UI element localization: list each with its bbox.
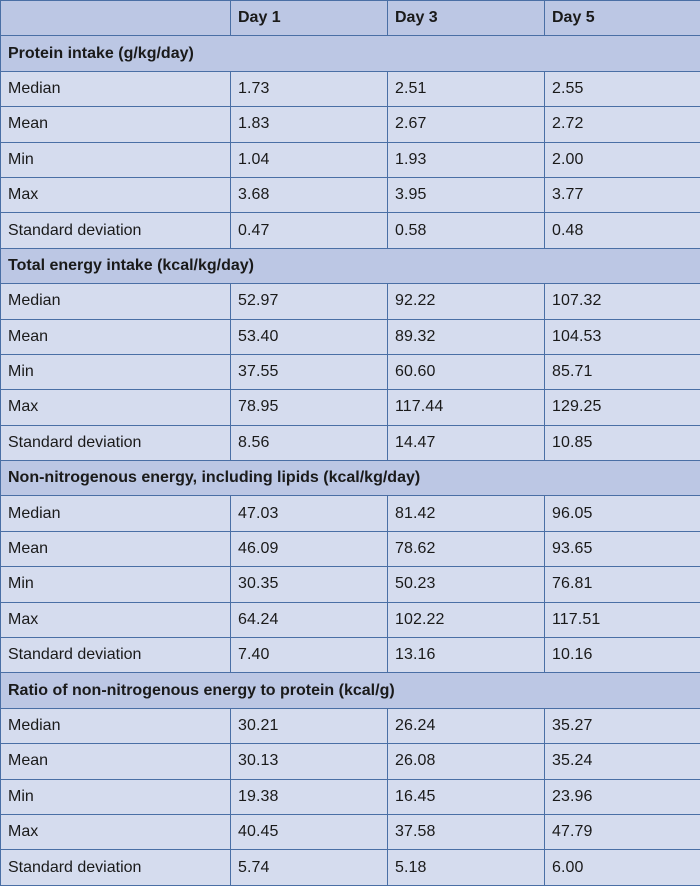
row-label: Mean [1, 107, 231, 142]
value-cell: 7.40 [231, 638, 388, 673]
value-cell: 64.24 [231, 602, 388, 637]
value-cell: 16.45 [388, 779, 545, 814]
row-label: Min [1, 142, 231, 177]
value-cell: 2.55 [545, 71, 700, 106]
table-row [1, 390, 700, 425]
table-row [1, 531, 700, 566]
row-label: Standard deviation [1, 213, 231, 248]
header-cell-label [1, 1, 231, 36]
value-cell: 89.32 [388, 319, 545, 354]
table-row [1, 850, 700, 885]
header-cell-day-5: Day 5 [545, 1, 700, 36]
value-cell: 78.62 [388, 531, 545, 566]
value-cell: 117.44 [388, 390, 545, 425]
value-cell: 23.96 [545, 779, 700, 814]
value-cell: 1.73 [231, 71, 388, 106]
value-cell: 10.16 [545, 638, 700, 673]
row-label: Median [1, 71, 231, 106]
value-cell: 46.09 [231, 531, 388, 566]
value-cell: 14.47 [388, 425, 545, 460]
value-cell: 40.45 [231, 814, 388, 849]
section-header-row [1, 248, 700, 283]
value-cell: 30.35 [231, 567, 388, 602]
value-cell: 3.68 [231, 177, 388, 212]
section-title: Ratio of non-nitrogenous energy to protein (kcal/g) [1, 673, 700, 708]
value-cell: 129.25 [545, 390, 700, 425]
table-row [1, 425, 700, 460]
value-cell: 30.13 [231, 744, 388, 779]
section-header-row [1, 673, 700, 708]
table-row [1, 602, 700, 637]
value-cell: 85.71 [545, 354, 700, 389]
value-cell: 26.24 [388, 708, 545, 743]
table-row [1, 71, 700, 106]
value-cell: 37.58 [388, 814, 545, 849]
value-cell: 47.79 [545, 814, 700, 849]
value-cell: 2.00 [545, 142, 700, 177]
table-row [1, 814, 700, 849]
value-cell: 10.85 [545, 425, 700, 460]
section-title: Protein intake (g/kg/day) [1, 36, 700, 71]
value-cell: 93.65 [545, 531, 700, 566]
table-row [1, 779, 700, 814]
value-cell: 2.51 [388, 71, 545, 106]
row-label: Max [1, 390, 231, 425]
header-cell-day-3: Day 3 [388, 1, 545, 36]
section-title: Non-nitrogenous energy, including lipids (kcal/kg/day) [1, 461, 700, 496]
value-cell: 3.77 [545, 177, 700, 212]
value-cell: 30.21 [231, 708, 388, 743]
value-cell: 37.55 [231, 354, 388, 389]
row-label: Median [1, 708, 231, 743]
table-body [1, 36, 700, 885]
row-label: Standard deviation [1, 850, 231, 885]
row-label: Max [1, 814, 231, 849]
value-cell: 19.38 [231, 779, 388, 814]
value-cell: 6.00 [545, 850, 700, 885]
table-row [1, 567, 700, 602]
value-cell: 13.16 [388, 638, 545, 673]
row-label: Standard deviation [1, 638, 231, 673]
table-row [1, 142, 700, 177]
value-cell: 117.51 [545, 602, 700, 637]
table-row [1, 496, 700, 531]
table-row [1, 177, 700, 212]
row-label: Median [1, 496, 231, 531]
value-cell: 50.23 [388, 567, 545, 602]
table-row [1, 708, 700, 743]
table-row [1, 354, 700, 389]
value-cell: 107.32 [545, 284, 700, 319]
row-label: Median [1, 284, 231, 319]
value-cell: 53.40 [231, 319, 388, 354]
value-cell: 26.08 [388, 744, 545, 779]
value-cell: 35.27 [545, 708, 700, 743]
value-cell: 2.67 [388, 107, 545, 142]
value-cell: 60.60 [388, 354, 545, 389]
value-cell: 0.47 [231, 213, 388, 248]
row-label: Mean [1, 319, 231, 354]
value-cell: 92.22 [388, 284, 545, 319]
row-label: Mean [1, 744, 231, 779]
section-header-row [1, 36, 700, 71]
value-cell: 81.42 [388, 496, 545, 531]
value-cell: 8.56 [231, 425, 388, 460]
row-label: Standard deviation [1, 425, 231, 460]
value-cell: 0.58 [388, 213, 545, 248]
table-row [1, 319, 700, 354]
value-cell: 5.74 [231, 850, 388, 885]
table-row [1, 638, 700, 673]
table-row [1, 213, 700, 248]
table-row [1, 107, 700, 142]
value-cell: 76.81 [545, 567, 700, 602]
table-row [1, 744, 700, 779]
section-title: Total energy intake (kcal/kg/day) [1, 248, 700, 283]
value-cell: 47.03 [231, 496, 388, 531]
row-label: Min [1, 779, 231, 814]
value-cell: 96.05 [545, 496, 700, 531]
header-row [1, 1, 700, 36]
row-label: Mean [1, 531, 231, 566]
value-cell: 2.72 [545, 107, 700, 142]
value-cell: 35.24 [545, 744, 700, 779]
table-row [1, 284, 700, 319]
header-cell-day-1: Day 1 [231, 1, 388, 36]
value-cell: 5.18 [388, 850, 545, 885]
value-cell: 102.22 [388, 602, 545, 637]
row-label: Min [1, 567, 231, 602]
value-cell: 3.95 [388, 177, 545, 212]
value-cell: 104.53 [545, 319, 700, 354]
row-label: Max [1, 602, 231, 637]
row-label: Max [1, 177, 231, 212]
value-cell: 52.97 [231, 284, 388, 319]
row-label: Min [1, 354, 231, 389]
value-cell: 0.48 [545, 213, 700, 248]
value-cell: 1.93 [388, 142, 545, 177]
section-header-row [1, 461, 700, 496]
value-cell: 1.83 [231, 107, 388, 142]
value-cell: 78.95 [231, 390, 388, 425]
value-cell: 1.04 [231, 142, 388, 177]
